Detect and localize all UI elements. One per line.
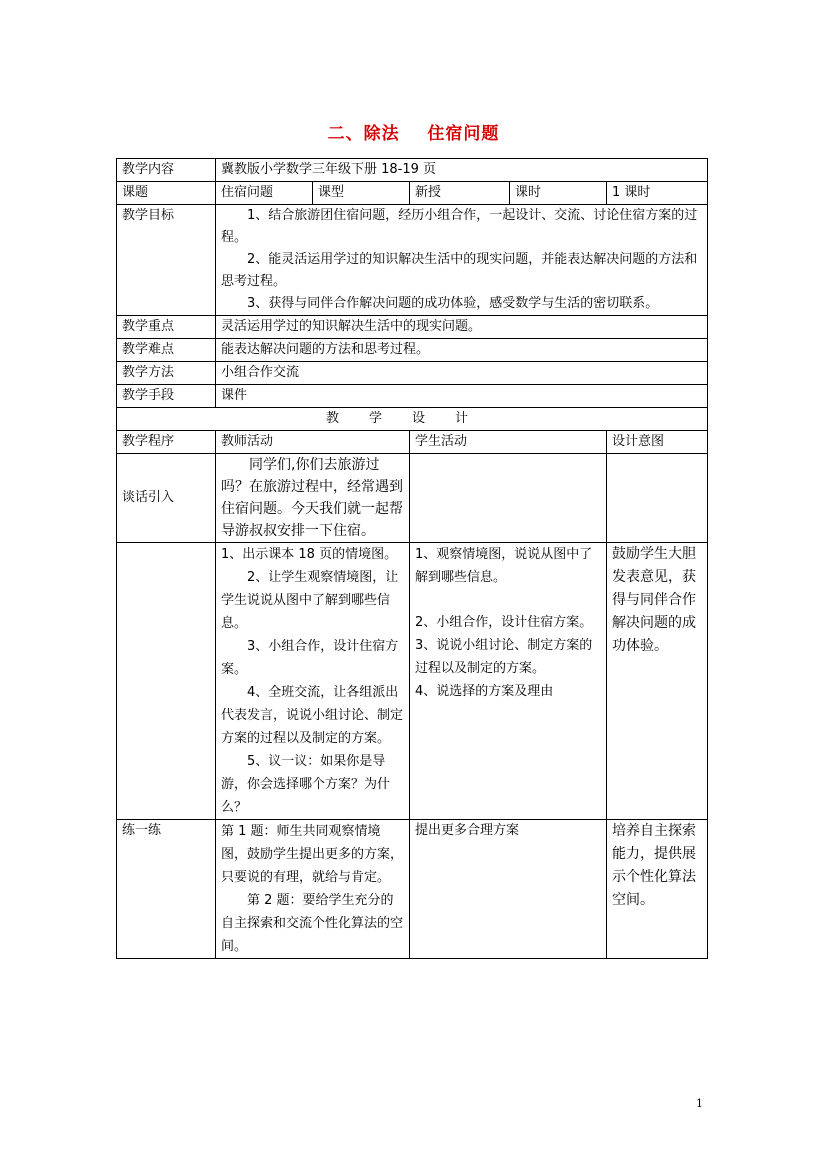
student-activity-cell (410, 454, 607, 543)
hours-value: 1 课时 (607, 182, 708, 205)
student-activity-cell (410, 543, 607, 820)
student-activity-item: 2、小组合作，设计住宿方案。 (415, 615, 593, 630)
teacher-activity-item: 同学们,你们去旅游过吗？在旅游过程中，经常遇到住宿问题。今天我们就一起帮导游叔叔安排一下住宿。 (221, 457, 403, 539)
stage-cell: 练一练 (117, 820, 216, 959)
teacher-activity-item: 2、让学生观察情境图，让学生说说从图中了解到哪些信息。 (221, 570, 399, 631)
table-row (117, 454, 708, 543)
column-header: 学生活动 (410, 431, 607, 454)
teacher-activity-cell (216, 820, 410, 959)
key-point-label: 教学重点 (117, 316, 216, 339)
type-value: 新授 (410, 182, 510, 205)
column-header: 教师活动 (216, 431, 410, 454)
objective-item: 1、结合旅游团住宿问题，经历小组合作，一起设计、交流、讨论住宿方案的过程。 (221, 208, 698, 245)
stage-cell: 谈话引入 (117, 454, 216, 543)
teacher-activity-cell (216, 543, 410, 820)
teacher-activity-item: 第 2 题：要给学生充分的自主探索和交流个性化算法的空间。 (221, 893, 404, 954)
intent-cell: 培养自主探索能力，提供展示个性化算法空间。 (607, 820, 708, 959)
column-header: 设计意图 (607, 431, 708, 454)
student-activity-item: 提出更多合理方案 (415, 823, 520, 838)
difficulty-value: 能表达解决问题的方法和思考过程。 (216, 339, 708, 362)
stage-cell (117, 543, 216, 820)
row-key-point (117, 316, 708, 339)
row-design-heading (117, 408, 708, 431)
key-point-value: 灵活运用学过的知识解决生活中的现实问题。 (216, 316, 708, 339)
means-label: 教学手段 (117, 385, 216, 408)
page-title: 二、除法 住宿问题 (327, 124, 500, 144)
method-label: 教学方法 (117, 362, 216, 385)
teacher-activity-cell (216, 454, 410, 543)
row-difficulty (117, 339, 708, 362)
row-topic (117, 182, 708, 205)
student-activity-cell (410, 820, 607, 959)
row-column-headers (117, 431, 708, 454)
difficulty-label: 教学难点 (117, 339, 216, 362)
page-number: 1 (696, 1097, 703, 1110)
teacher-activity-item: 1、出示课本 18 页的情境图。 (221, 547, 398, 562)
row-content (117, 159, 708, 182)
intent-cell (607, 454, 708, 543)
teacher-activity-item: 3、小组合作，设计住宿方案。 (221, 639, 399, 677)
intent-cell: 鼓励学生大胆发表意见，获得与同伴合作解决问题的成功体验。 (607, 543, 708, 820)
objective-item: 2、能灵活运用学过的知识解决生活中的现实问题，并能表达解决问题的方法和思考过程。 (221, 252, 698, 289)
row-objectives (117, 205, 708, 316)
hours-label: 课时 (510, 182, 607, 205)
teacher-activity-item: 第 1 题：师生共同观察情境图，鼓励学生提出更多的方案，只要说的有理，就给与肯定。 (221, 824, 404, 885)
row-method (117, 362, 708, 385)
topic-value: 住宿问题 (216, 182, 313, 205)
method-value: 小组合作交流 (216, 362, 708, 385)
objective-item: 3、获得与同伴合作解决问题的成功体验，感受数学与生活的密切联系。 (247, 296, 659, 311)
design-heading: 教学设计 (117, 408, 708, 431)
table-row (117, 820, 708, 959)
row-means (117, 385, 708, 408)
type-label: 课型 (313, 182, 410, 205)
column-header: 教学程序 (117, 431, 216, 454)
student-activity-item: 3、说说小组讨论、制定方案的过程以及制定的方案。 (415, 638, 593, 676)
lesson-plan-table (116, 158, 708, 959)
teacher-activity-item: 5、议一议：如果你是导游，你会选择哪个方案？为什么？ (221, 754, 391, 815)
teacher-activity-item: 4、全班交流，让各组派出代表发言，说说小组讨论、制定方案的过程以及制定的方案。 (221, 685, 404, 746)
objectives-cell (216, 205, 708, 316)
content-label: 教学内容 (117, 159, 216, 182)
student-activity-item: 4、说选择的方案及理由 (415, 684, 554, 699)
topic-label: 课题 (117, 182, 216, 205)
table-row (117, 543, 708, 820)
student-activity-item: 1、观察情境图，说说从图中了解到哪些信息。 (415, 547, 593, 585)
content-value: 冀教版小学数学三年级下册 18-19 页 (216, 159, 708, 182)
objectives-label: 教学目标 (117, 205, 216, 316)
means-value: 课件 (216, 385, 708, 408)
